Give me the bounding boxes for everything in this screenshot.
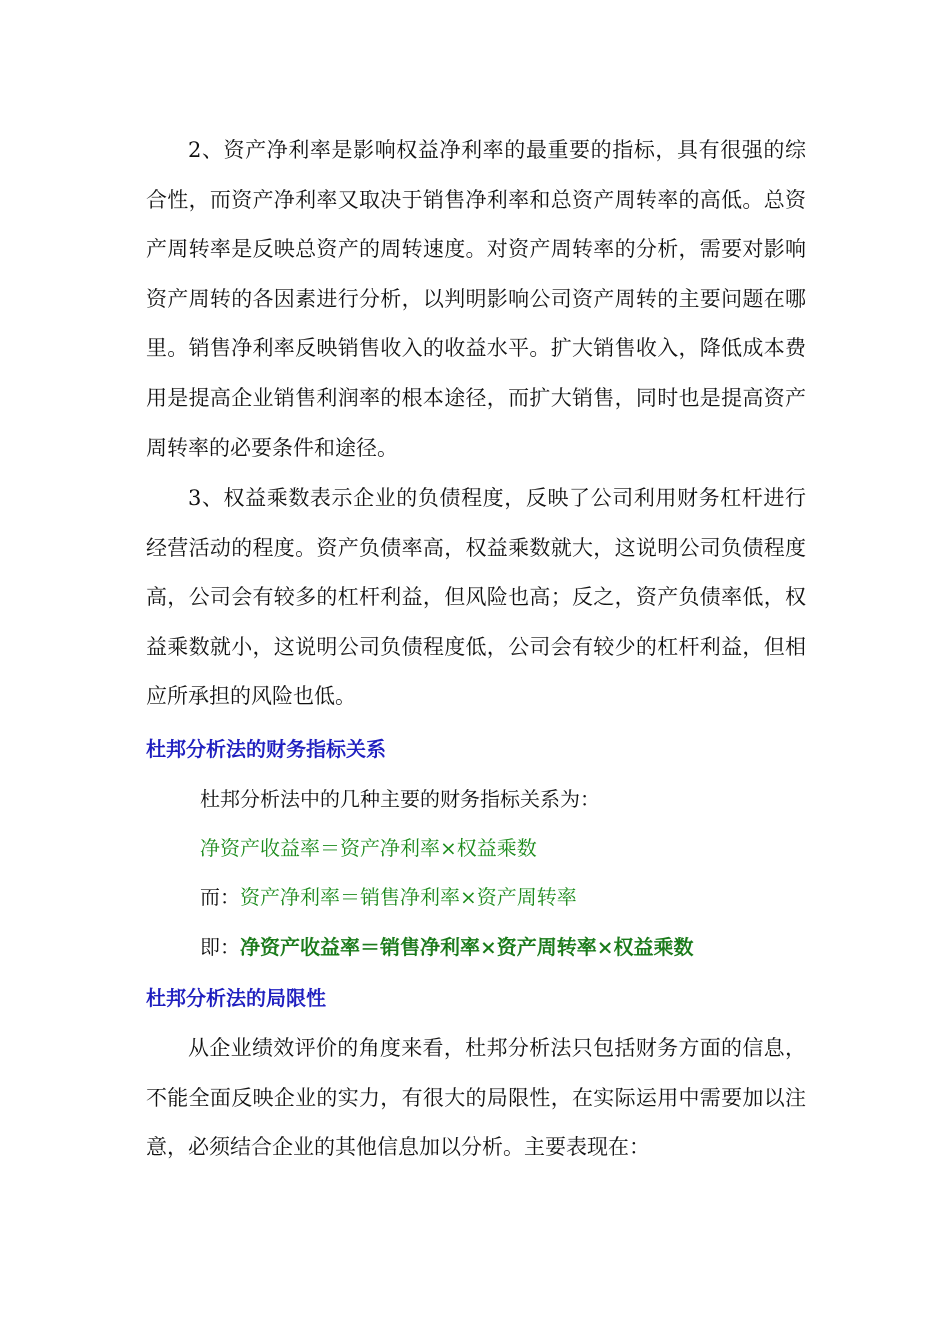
formula-roa: 资产净利率＝销售净利率×资产周转率 bbox=[240, 885, 577, 909]
paragraph-asset-net-profit: 2、资产净利率是影响权益净利率的最重要的指标，具有很强的综合性，而资产净利率又取决于销售净利率和总资产周转率的高低。总资产周转率是反映总资产的周转速度。对资产周转率的分析，需要对影响资产周转的各因素进行分析，以判明影响公司资产周转的主要问题在哪里。销售净利率反映销售收入的收益水平。扩大销售收入，降低成本费用是提高企业销售利润率的根本途径，而扩大销售，同时也是提高资产周转率的必要条件和途径。 bbox=[146, 138, 806, 460]
formula-roa-prefix: 而： bbox=[200, 885, 240, 909]
paragraph-limitations: 从企业绩效评价的角度来看，杜邦分析法只包括财务方面的信息，不能全面反映企业的实力，有很大的局限性，在实际运用中需要加以注意，必须结合企业的其他信息加以分析。主要表现在： bbox=[146, 1036, 806, 1160]
heading-limitations: 杜邦分析法的局限性 bbox=[146, 986, 326, 1010]
formula-dupont-line bbox=[200, 932, 694, 962]
relations-intro: 杜邦分析法中的几种主要的财务指标关系为： bbox=[200, 787, 600, 811]
formula-roa-line bbox=[200, 882, 577, 912]
formula-roe: 净资产收益率＝资产净利率×权益乘数 bbox=[200, 836, 537, 860]
paragraph-equity-multiplier: 3、权益乘数表示企业的负债程度，反映了公司利用财务杠杆进行经营活动的程度。资产负债率高，权益乘数就大，这说明公司负债程度高，公司会有较多的杠杆利益，但风险也高；反之，资产负债率低，权益乘数就小，这说明公司负债程度低，公司会有较少的杠杆利益，但相应所承担的风险也低。 bbox=[146, 486, 806, 709]
formula-dupont-prefix: 即： bbox=[200, 935, 240, 959]
formula-dupont: 净资产收益率＝销售净利率×资产周转率×权益乘数 bbox=[240, 935, 694, 959]
heading-indicator-relations: 杜邦分析法的财务指标关系 bbox=[146, 737, 386, 761]
